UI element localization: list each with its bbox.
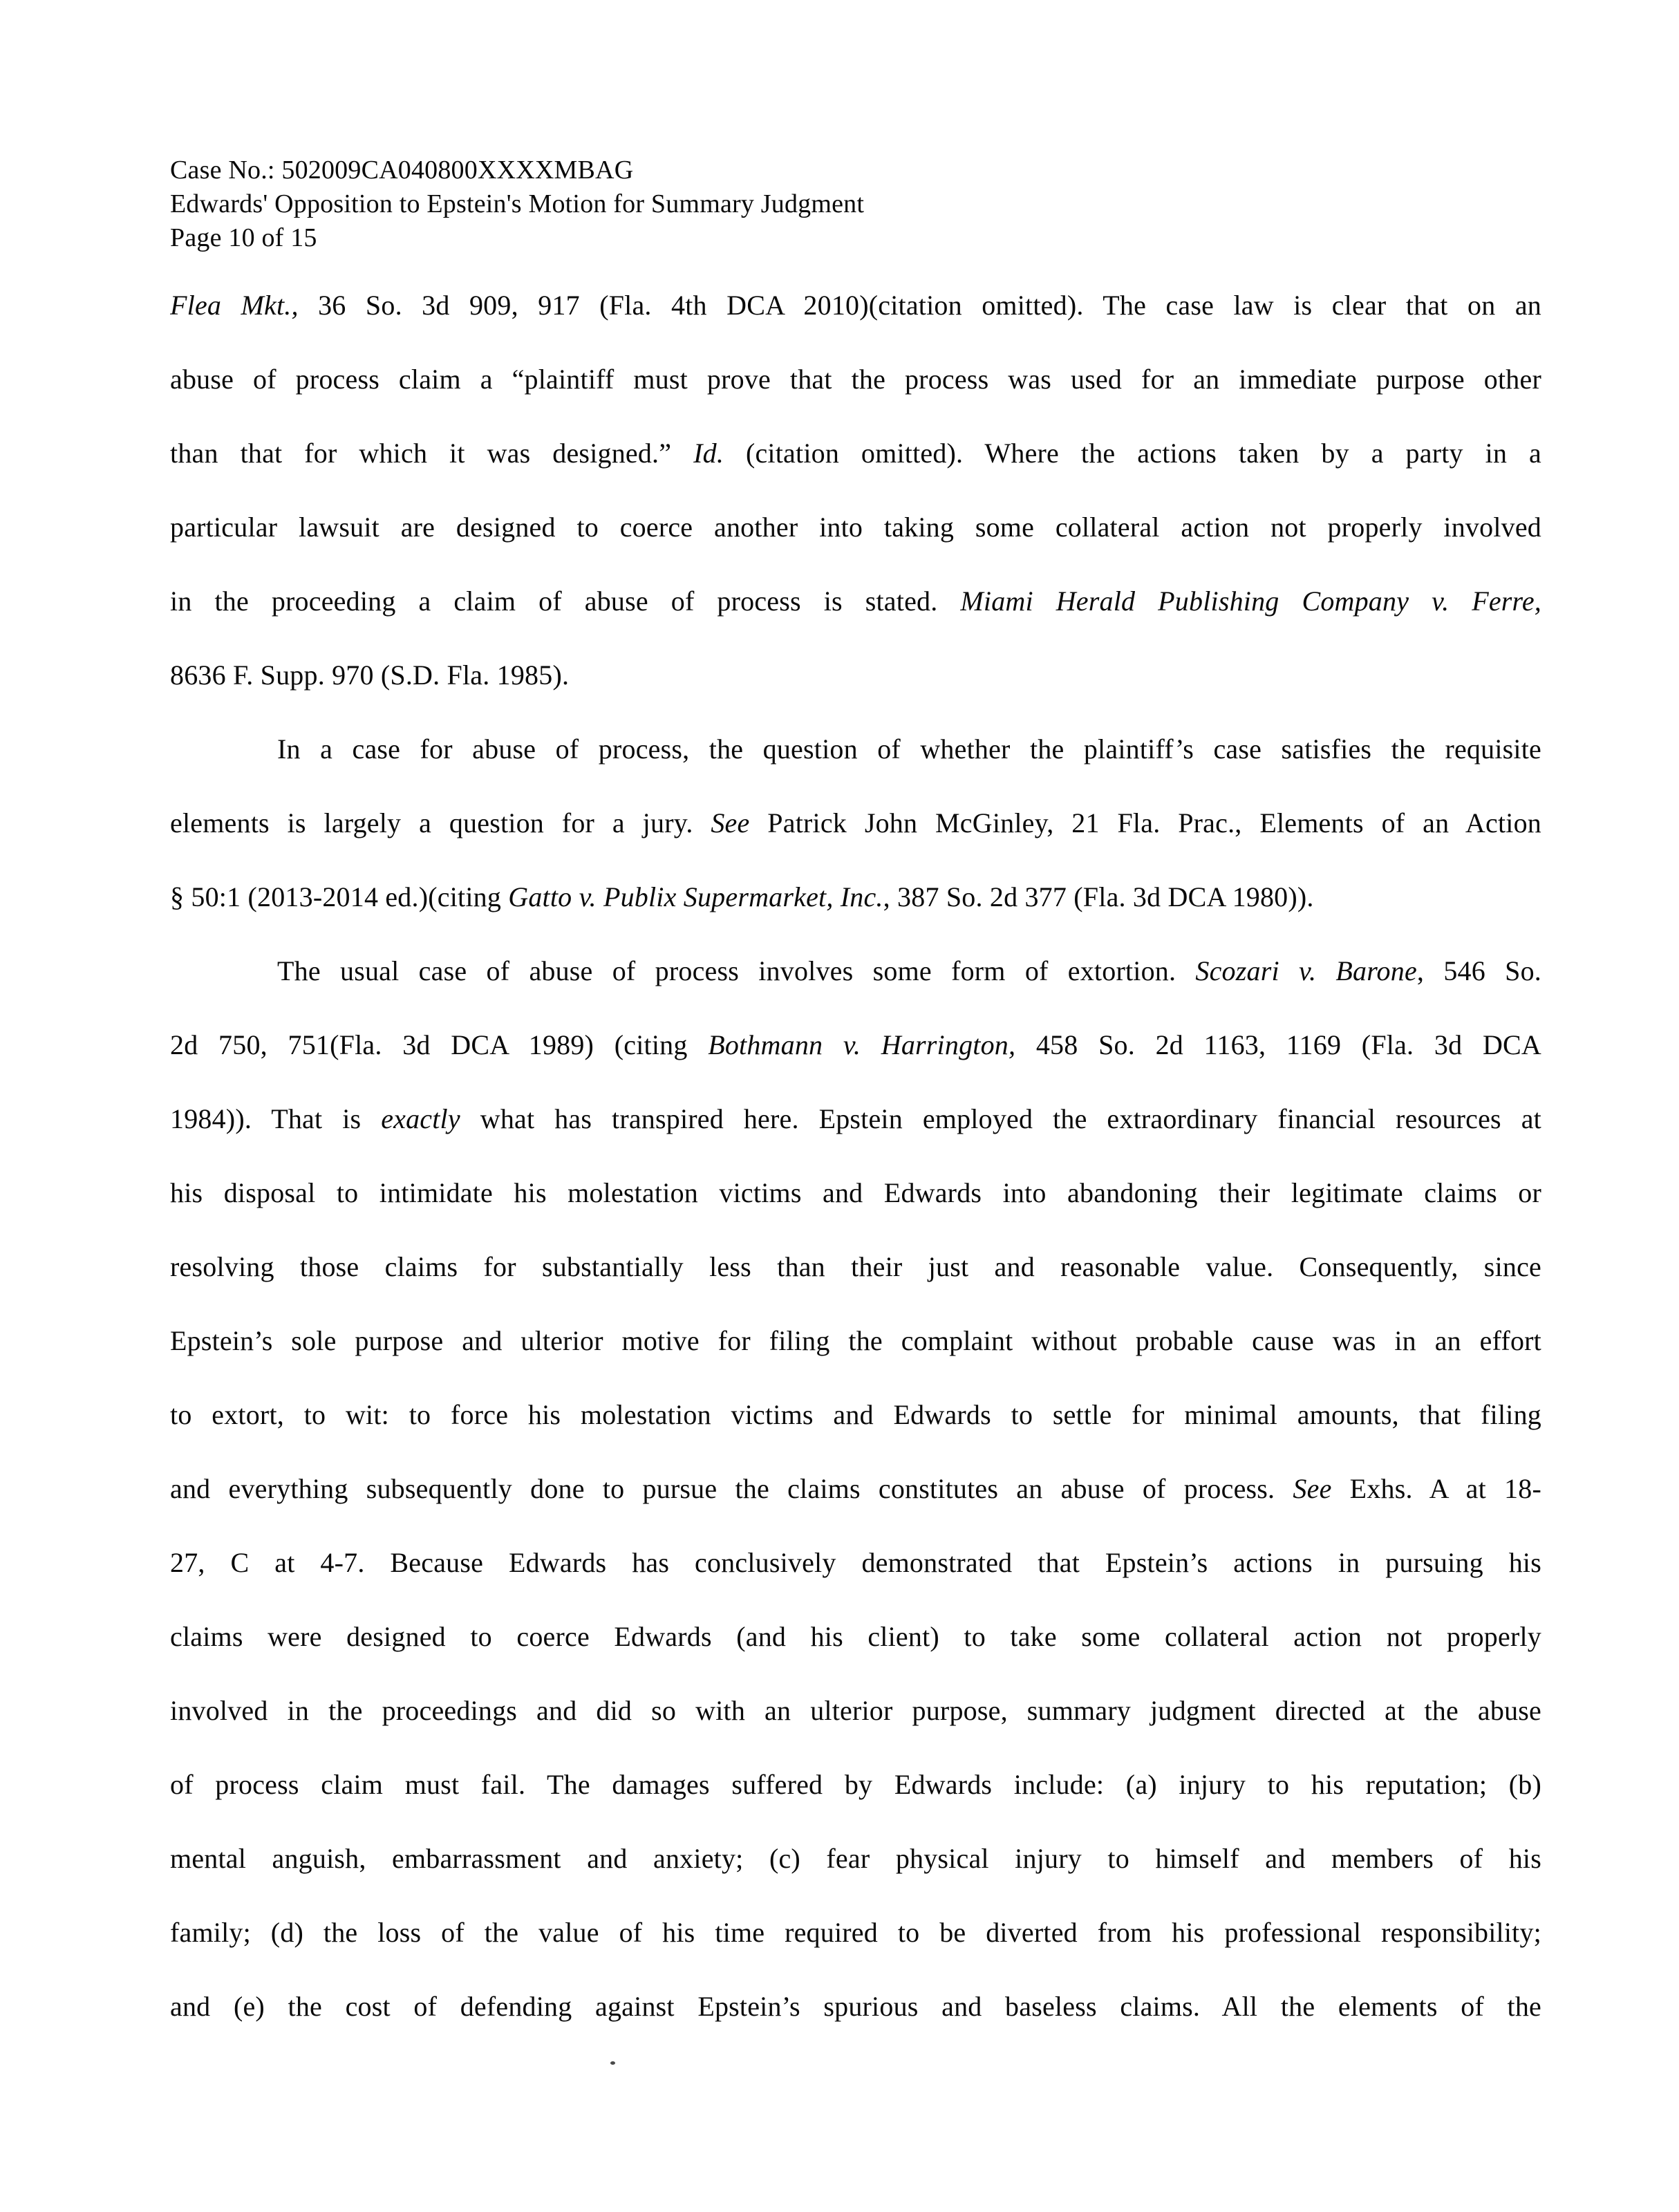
text-line [170, 1969, 1541, 2043]
text-line [170, 1747, 1541, 1821]
text-run: 36 So. 3d 909, 917 (Fla. 4th DCA 2010)(citation omitted). The case law is clear that on an [298, 290, 1541, 321]
text-run: Epstein’s sole purpose and ulterior motive for filing the complaint without probable cause was in an effort [170, 1325, 1541, 1356]
italic-text-run: See [1293, 1473, 1332, 1504]
text-line [170, 1674, 1541, 1747]
italic-text-run: Scozari v. Barone [1195, 955, 1417, 986]
text-run: 8636 F. Supp. 970 (S.D. Fla. 1985). [170, 659, 570, 691]
text-run: elements is largely a question for a jury. [170, 807, 711, 838]
text-line [170, 268, 1541, 342]
text-run: § 50:1 (2013-2014 ed.)(citing [170, 881, 509, 912]
text-run: involved in the proceedings and did so with an ulterior purpose, summary judgment directed at the abuse [170, 1695, 1541, 1726]
text-run: (citation omitted). Where the actions taken by a party in a [724, 438, 1541, 469]
italic-text-run: Miami Herald Publishing Company v. Ferre, [960, 585, 1541, 617]
text-line [170, 1895, 1541, 1969]
text-run: particular lawsuit are designed to coerce another into taking some collateral action not properly involved [170, 512, 1541, 543]
text-run: than that for which it was designed.” [170, 438, 694, 469]
text-line [170, 1600, 1541, 1674]
text-run: 27, C at 4-7. Because Edwards has conclusively demonstrated that Epstein’s actions in pursuing his [170, 1547, 1541, 1578]
text-line [170, 786, 1541, 860]
text-run: mental anguish, embarrassment and anxiety; (c) fear physical injury to himself and members of his [170, 1843, 1541, 1874]
text-run: to extort, to wit: to force his molestation victims and Edwards to settle for minimal amounts, that filing [170, 1399, 1541, 1430]
italic-text-run: See [711, 807, 750, 838]
document-title: Edwards' Opposition to Epstein's Motion for Summary Judgment [170, 189, 865, 218]
document-body [170, 268, 1541, 2043]
text-run: 1984)). That is [170, 1103, 382, 1134]
text-line [170, 638, 1541, 712]
scan-artifact-dot [610, 2061, 615, 2065]
text-run: abuse of process claim a “plaintiff must prove that the process was used for an immediate purpose other [170, 364, 1541, 395]
text-run: family; (d) the loss of the value of his time required to be diverted from his professional responsibility; [170, 1917, 1541, 1948]
text-line [170, 934, 1541, 1008]
italic-text-run: Gatto v. Publix Supermarket, Inc. [508, 881, 883, 912]
italic-text-run: Flea Mkt., [170, 290, 299, 321]
text-run: , 387 So. 2d 377 (Fla. 3d DCA 1980)). [883, 881, 1314, 912]
text-run: claims were designed to coerce Edwards (and his client) to take some collateral action not properly [170, 1621, 1541, 1652]
text-line [170, 490, 1541, 564]
text-line [170, 860, 1541, 934]
text-line [170, 1156, 1541, 1230]
text-line [170, 1304, 1541, 1378]
text-line [170, 342, 1541, 416]
text-run: , 546 So. [1416, 955, 1541, 986]
italic-text-run: Bothmann v. Harrington, [708, 1029, 1016, 1060]
case-number: Case No.: 502009CA040800XXXXMBAG [170, 156, 634, 185]
text-line [170, 1821, 1541, 1895]
italic-text-run: Id. [693, 438, 724, 469]
text-run: 458 So. 2d 1163, 1169 (Fla. 3d DCA [1015, 1029, 1541, 1060]
text-line [170, 712, 1541, 786]
text-run: The usual case of abuse of process involves some form of extortion. [277, 955, 1196, 986]
text-line [170, 416, 1541, 490]
text-run: and (e) the cost of defending against Epstein’s spurious and baseless claims. All the elements of the [170, 1991, 1541, 2022]
text-line [170, 1526, 1541, 1600]
italic-text-run: exactly [381, 1103, 460, 1134]
page-number: Page 10 of 15 [170, 223, 317, 252]
text-run: 2d 750, 751(Fla. 3d DCA 1989) (citing [170, 1029, 709, 1060]
text-line [170, 1452, 1541, 1526]
text-line [170, 564, 1541, 638]
text-run: in the proceeding a claim of abuse of process is stated. [170, 585, 961, 617]
document-header [170, 153, 1546, 255]
text-run: what has transpired here. Epstein employed the extraordinary financial resources at [460, 1103, 1541, 1134]
text-run: of process claim must fail. The damages suffered by Edwards include: (a) injury to his reputation; (b) [170, 1769, 1541, 1800]
text-run: and everything subsequently done to pursue the claims constitutes an abuse of process. [170, 1473, 1293, 1504]
text-run: Exhs. A at 18- [1331, 1473, 1541, 1504]
text-run: Patrick John McGinley, 21 Fla. Prac., Elements of an Action [749, 807, 1541, 838]
text-run: In a case for abuse of process, the question of whether the plaintiff’s case satisfies the requisite [277, 733, 1541, 765]
text-line [170, 1008, 1541, 1082]
text-line [170, 1082, 1541, 1156]
text-line [170, 1230, 1541, 1304]
text-line [170, 1378, 1541, 1452]
text-run: his disposal to intimidate his molestation victims and Edwards into abandoning their legitimate claims or [170, 1177, 1541, 1208]
text-run: resolving those claims for substantially less than their just and reasonable value. Consequently, since [170, 1251, 1541, 1282]
